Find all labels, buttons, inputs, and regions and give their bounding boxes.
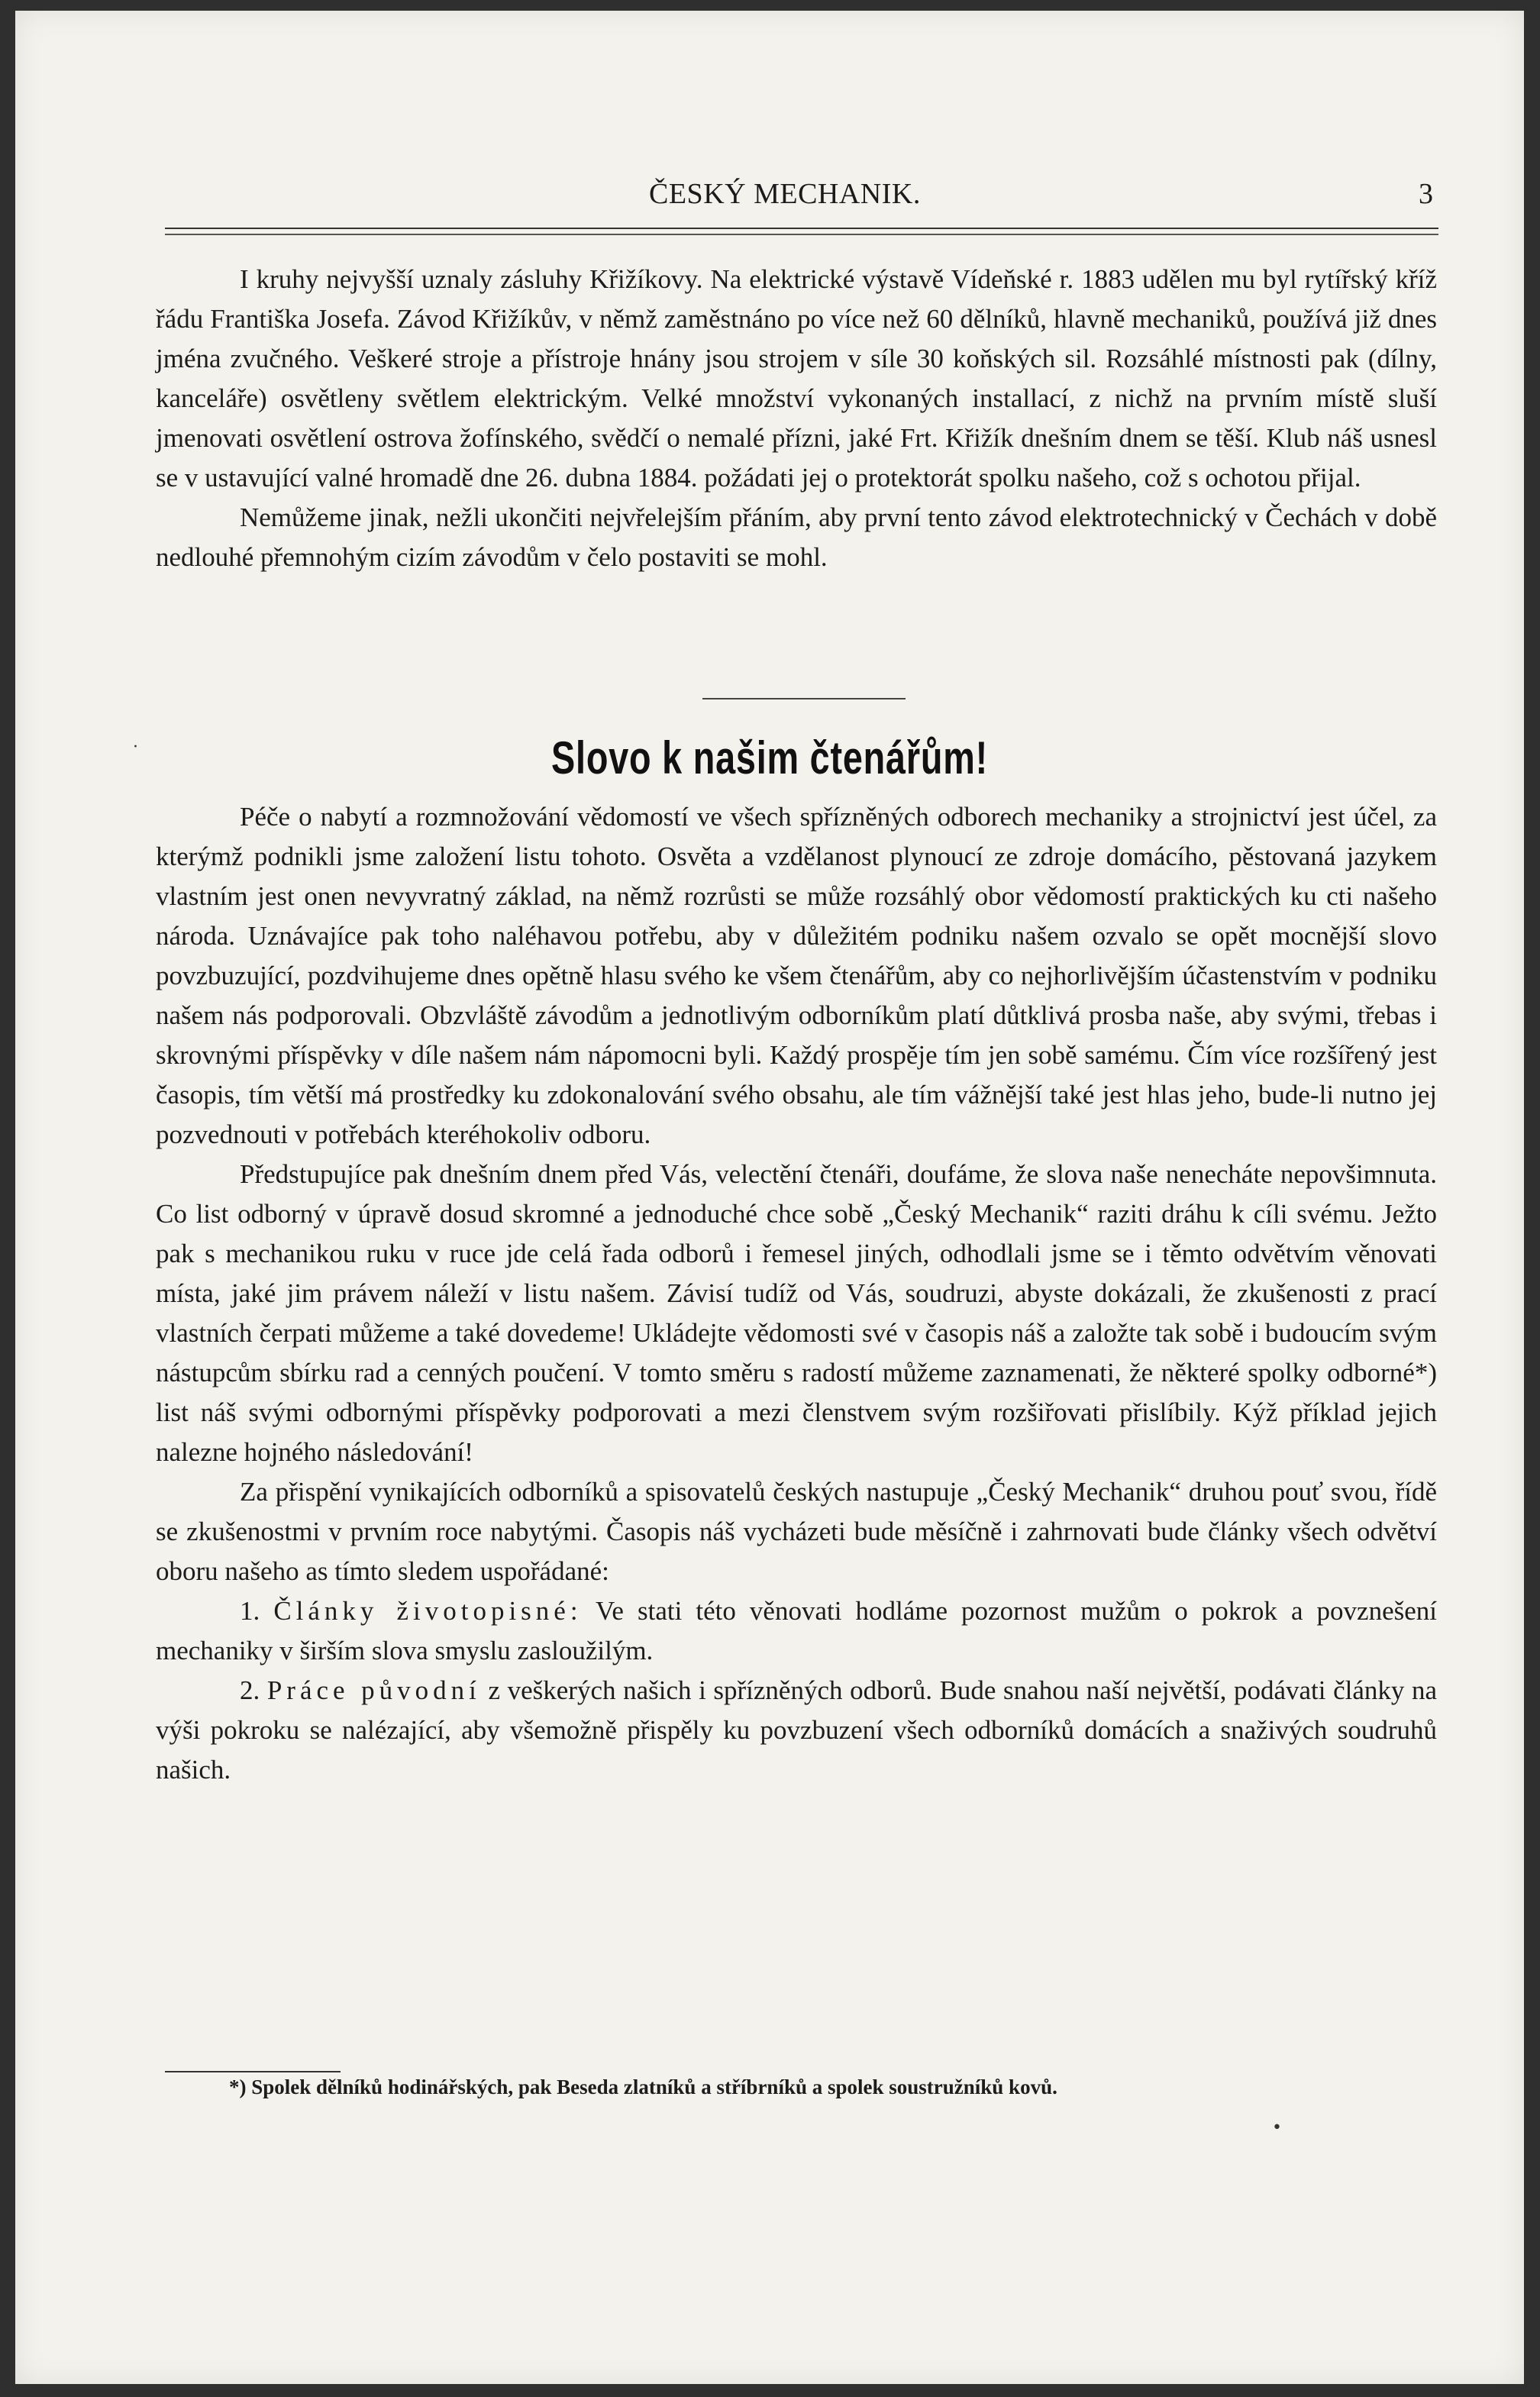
- footnote: *) Spolek dělníků hodinářských, pak Beseda zlatníků a stříbrníků a spolek soustružníků kovů.: [229, 2076, 1057, 2098]
- list-item-2: [156, 1671, 1437, 1790]
- list-item-1-text: Ve stati této věnovati hodláme pozornost mužům o pokrok a povznešení mechaniky v širším slova smyslu zasloužilým.: [156, 1596, 1437, 1665]
- intro-paragraph-1: I kruhy nejvyšší uznaly zásluhy Křižíkovy. Na elektrické výstavě Vídeňské r. 1883 udělen mu byl rytířský kříž řádu Františka Josefa. Závod Křižíkův, v němž zaměstnáno po více než 60 dělníků, hlavně mechaniků, používá již dnes jména zvučného. Veškeré stroje a přístroje hnány jsou strojem v síle 30 koňských sil. Rozsáhlé místnosti pak (dílny, kanceláře) osvětleny světlem elektrickým. Velké množství vykonaných installací, z nichž na prvním místě sluší jmenovati osvětlení ostrova žofínského, svědčí o nemalé přízni, jaké Frt. Křižík dnešním dnem se těší. Klub náš usnesl se v ustavující valné hromadě dne 26. dubna 1884. požádati jej o protektorát spolku našeho, což s ochotou přijal.: [156, 264, 1437, 493]
- intro-paragraph-2: Nemůžeme jinak, nežli ukončiti nejvřelejším přáním, aby první tento závod elektrotechnický v Čechách v době nedlouhé přemnohým cizím závodům v čelo postaviti se mohl.: [156, 502, 1437, 572]
- scan-speck: •: [1272, 2118, 1282, 2137]
- running-header-title: ČESKÝ MECHANIK.: [649, 178, 921, 210]
- list-item-1-number: 1.: [240, 1596, 260, 1626]
- page: [15, 11, 1524, 2384]
- section-heading: Slovo k našim čtenářům!: [551, 732, 988, 783]
- header-rule: [165, 228, 1438, 229]
- section-paragraph-1: Péče o nabytí a rozmnožování vědomostí ve všech spřízněných odborech mechaniky a strojnictví jest účel, za kterýmž podnikli jsme založení listu tohoto. Osvěta a vzdělanost plynoucí ze zdroje domácího, pěstovaná jazykem vlastním jest onen nevyvratný základ, na němž rozrůsti se může rozsáhlý obor vědomostí praktických ku cti našeho národa. Uznávajíce pak toho naléhavou potřebu, aby v důležitém podniku našem ozvalo se opět mocnější slovo povzbuzující, pozdvihujeme dnes opětně hlasu svého ke všem čtenářům, aby co nejhorlivějším účastenstvím v podniku našem nás podporovali. Obzvláště závodům a jednotlivým odborníkům platí důtklivá prosba naše, aby svými, třebas i skrovnými příspěvky v díle našem nám nápomocni byli. Každý prospěje tím jen sobě samému. Čím více rozšířený jest časopis, tím větší má prostředky ku zdokonalování svého obsahu, ale tím vážnější také jest hlas jeho, bude-li nutno jej pozvednouti v potřebách kteréhokoliv odboru.: [156, 802, 1437, 1149]
- header-rule-secondary: [165, 234, 1438, 235]
- list-item-2-text: z veškerých našich i spřízněných odborů. Bude snahou naší největší, podávati články na výši pokroku se nalézající, aby všemožně přispěly ku povzbuzení všech odborníků domácích a snaživých soudruhů našich.: [156, 1675, 1438, 1785]
- list-item-2-title: Práce původní: [266, 1675, 481, 1705]
- section-paragraph-3: Za přispění vynikajících odborníků a spisovatelů českých nastupuje „Český Mechanik“ druhou pouť svou, řídě se zkušenostmi v prvním roce nabytými. Časopis náš vycházeti bude měsíčně i zahrnovati bude články všech odvětví oboru našeho as tímto sledem uspořádané:: [156, 1477, 1437, 1586]
- section-divider: [702, 698, 906, 699]
- section-body: [156, 797, 1437, 1790]
- page-number: 3: [1419, 178, 1433, 210]
- list-item-1-title: Články životopisné:: [273, 1596, 583, 1626]
- scan-speck: ·: [133, 738, 138, 757]
- footnote-rule: [165, 2071, 341, 2072]
- list-item-2-number: 2.: [240, 1675, 260, 1705]
- section-paragraph-2: Předstupujíce pak dnešním dnem před Vás, velectění čtenáři, doufáme, že slova naše nenecháte nepovšimnuta. Co list odborný v úpravě dosud skromné a jednoduché chce sobě „Český Mechanik“ raziti dráhu k cíli svému. Ježto pak s mechanikou ruku v ruce jde celá řada odborů i řemesel jiných, odhodlali jsme se i těmto odvětvím věnovati místa, jaké jim právem náleží v listu našem. Závisí tudíž od Vás, soudruzi, abyste dokázali, že zkušenosti z prací vlastních čerpati můžeme a také dovedeme! Ukládejte vědomosti své v časopis náš a založte tak sobě i budoucím svým nástupcům sbírku rad a cenných poučení. V tomto směru s radostí můžeme zaznamenati, že některé spolky odborné*) list náš svými odbornými příspěvky podporovati a mezi členstvem svým rozšiřovati přislíbily. Kýž příklad jejich nalezne hojného následování!: [156, 1159, 1437, 1467]
- intro-text: [156, 260, 1437, 577]
- list-item-1: [156, 1591, 1437, 1671]
